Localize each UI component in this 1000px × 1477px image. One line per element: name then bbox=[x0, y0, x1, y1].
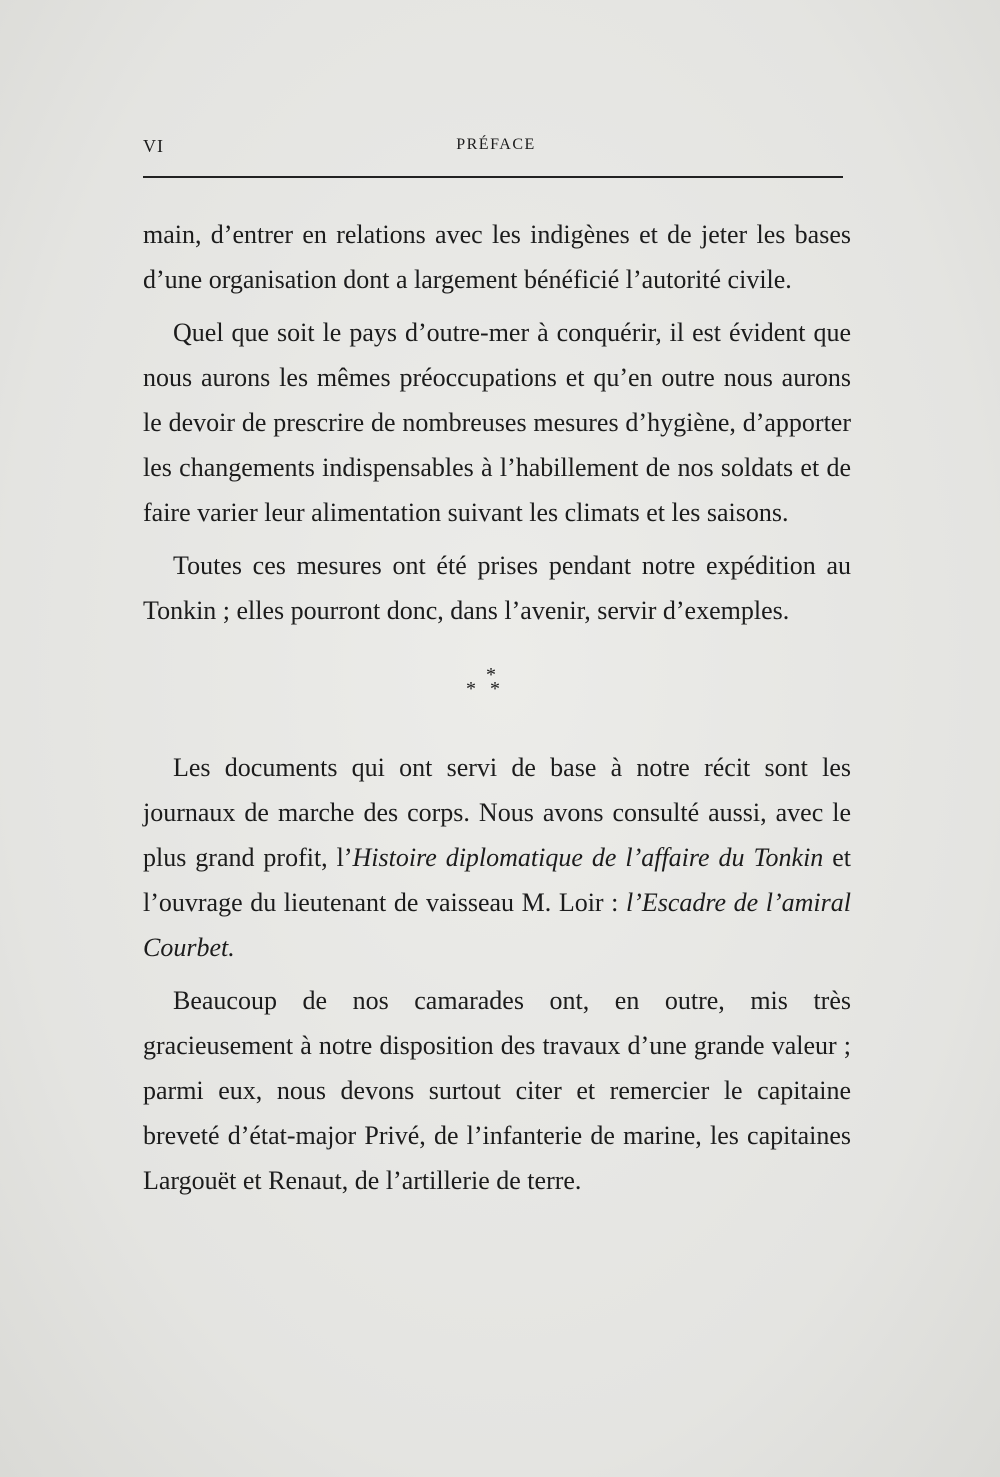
asterism-divider bbox=[143, 633, 851, 745]
running-head bbox=[143, 136, 843, 160]
paragraph: Quel que soit le pays d’outre-mer à conquérir, il est évident que nous aurons les mêmes préoccupations et qu’en outre nous aurons le devoir de prescrire de nombreuses mesures d’hygiène, d’apporter les changements indispensables à l’habillement de nos soldats et de faire varier leur alimentation suivant les climats et les saisons. bbox=[143, 318, 851, 527]
paragraph-continued: main, d’entrer en relations avec les indigènes et de jeter les bases d’une organisation dont a largement bénéficié l’autorité civile. bbox=[143, 220, 851, 294]
running-title: PRÉFACE bbox=[456, 136, 536, 153]
sources-text-middle: et l’ouvrage du lieutenant de vaisseau M. Loir : bbox=[143, 843, 852, 917]
sources-text-before: Les documents qui ont servi de base à notre récit sont les journaux de marche des corps. Nous avons consulté aussi, avec le plus grand profit, l’ bbox=[143, 753, 851, 872]
paragraph: Toutes ces mesures ont été prises pendant notre expédition au Tonkin ; elles pourront donc, dans l’avenir, servir d’exemples. bbox=[143, 551, 851, 625]
asterisk-left: * bbox=[466, 678, 476, 700]
page-number: VI bbox=[143, 136, 164, 156]
header-rule bbox=[143, 176, 843, 178]
paragraph-sources bbox=[143, 745, 851, 970]
asterisk-top: * bbox=[486, 664, 496, 686]
body-text bbox=[143, 212, 851, 1203]
book-title-escadre: l’Escadre de l’amiral Courbet. bbox=[143, 888, 851, 962]
paragraph-closing: Beaucoup de nos camarades ont, en outre, mis très gracieusement à notre disposition des travaux d’une grande valeur ; parmi eux, nous devons surtout citer et remercier le capitaine breveté d’état-major Privé, de l’infanterie de marine, les capitaines Largouët et Renaut, de l’artillerie de terre. bbox=[143, 986, 851, 1195]
asterisk-right: * bbox=[490, 678, 500, 700]
book-title-histoire: Histoire diplomatique de l’affaire du Tonkin bbox=[352, 843, 824, 872]
